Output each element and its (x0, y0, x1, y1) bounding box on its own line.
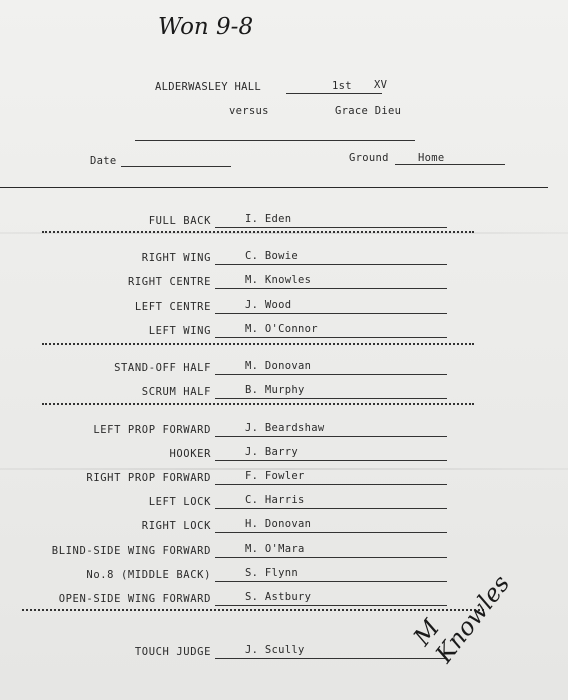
dotted-divider (42, 403, 474, 405)
dotted-divider (42, 343, 474, 345)
team-suffix: XV (374, 79, 388, 91)
team-name: 1st (332, 80, 352, 92)
name-underline (215, 436, 447, 437)
player-name: H. Donovan (245, 518, 312, 530)
position-label: HOOKER (169, 448, 211, 460)
position-label: RIGHT WING (141, 252, 211, 264)
position-label: LEFT CENTRE (134, 301, 211, 313)
opponent-name: Grace Dieu (335, 105, 402, 117)
player-name: J. Barry (245, 446, 298, 458)
name-underline (215, 313, 447, 314)
player-name: B. Murphy (245, 384, 305, 396)
position-label: RIGHT PROP FORWARD (86, 472, 211, 484)
date-underline (121, 166, 231, 167)
player-name: S. Astbury (245, 591, 312, 603)
player-name: J. Scully (245, 644, 305, 656)
name-underline (215, 605, 447, 606)
player-name: M. O'Connor (245, 323, 318, 335)
name-underline (215, 658, 447, 659)
name-underline (215, 374, 447, 375)
position-label: LEFT PROP FORWARD (93, 424, 211, 436)
position-label: FULL BACK (148, 215, 211, 227)
header-divider (0, 187, 548, 188)
position-label: LEFT WING (148, 325, 211, 337)
name-underline (215, 264, 447, 265)
name-underline (215, 581, 447, 582)
versus-label: versus (229, 105, 269, 117)
name-underline (215, 532, 447, 533)
signature: M Knowles (407, 569, 516, 668)
dotted-divider (22, 609, 484, 611)
player-name: I. Eden (245, 213, 292, 225)
position-label: LEFT LOCK (148, 496, 211, 508)
position-label: OPEN-SIDE WING FORWARD (58, 593, 211, 605)
position-label: SCRUM HALF (141, 386, 211, 398)
player-name: M. Donovan (245, 360, 312, 372)
name-underline (215, 227, 447, 228)
player-name: C. Harris (245, 494, 305, 506)
position-label: RIGHT CENTRE (127, 276, 211, 288)
position-label: BLIND-SIDE WING FORWARD (51, 545, 211, 557)
position-label: TOUCH JUDGE (134, 646, 211, 658)
dotted-divider (42, 231, 474, 233)
name-underline (215, 484, 447, 485)
date-label: Date (90, 155, 117, 167)
name-underline (215, 337, 447, 338)
school-name: ALDERWASLEY HALL (155, 81, 261, 93)
player-name: S. Flynn (245, 567, 298, 579)
player-name: M. O'Mara (245, 543, 305, 555)
position-label: STAND-OFF HALF (114, 362, 211, 374)
ground-label: Ground (349, 152, 389, 164)
name-underline (215, 288, 447, 289)
name-underline (215, 557, 447, 558)
name-underline (215, 460, 447, 461)
result-note: Won 9-8 (158, 14, 254, 40)
player-name: M. Knowles (245, 274, 312, 286)
team-underline (286, 93, 382, 94)
name-underline (215, 508, 447, 509)
player-name: F. Fowler (245, 470, 305, 482)
position-label: No.8 (MIDDLE BACK) (86, 569, 211, 581)
ground-underline (395, 164, 505, 165)
opponent-underline (135, 140, 415, 141)
player-name: C. Bowie (245, 250, 298, 262)
name-underline (215, 398, 447, 399)
player-name: J. Wood (245, 299, 292, 311)
ground-value: Home (418, 152, 445, 164)
position-label: RIGHT LOCK (141, 520, 211, 532)
player-name: J. Beardshaw (245, 422, 325, 434)
